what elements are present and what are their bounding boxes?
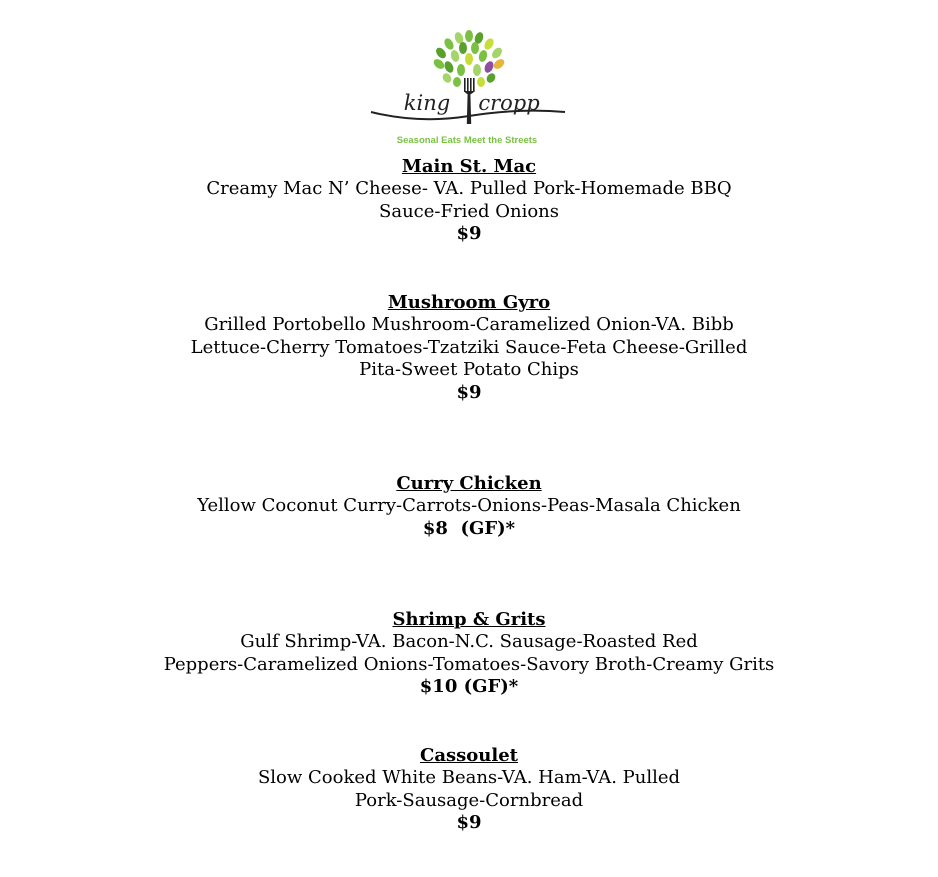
menu-item-mushroom-gyro (0, 291, 938, 404)
item-name: Cassoulet (420, 745, 518, 766)
item-description-line: Pita-Sweet Potato Chips (359, 359, 579, 380)
menu-item-curry-chicken (0, 472, 938, 540)
king-cropp-logo (369, 28, 569, 150)
item-name: Main St. Mac (401, 156, 537, 177)
item-description-line: Grilled Portobello Mushroom-Caramelized Onion-VA. Bibb (204, 314, 734, 335)
item-description-line: Gulf Shrimp-VA. Bacon-N.C. Sausage-Roasted Red (240, 631, 698, 652)
brand-left-text: king (403, 91, 451, 115)
item-name: Shrimp & Grits (392, 609, 546, 630)
menu-item-main-st-mac (0, 155, 938, 246)
item-name: Mushroom Gyro (387, 292, 551, 313)
item-description-line: Slow Cooked White Beans-VA. Ham-VA. Pulled (257, 767, 681, 788)
item-price: $9 (456, 223, 482, 244)
tree-canopy-icon (432, 30, 506, 87)
brand-right-text: cropp (478, 91, 540, 115)
item-price: $9 (456, 381, 482, 403)
tagline: Seasonal Eats Meet the Streets (396, 135, 538, 146)
item-price: $9 (456, 812, 482, 833)
item-name: Curry Chicken (396, 473, 542, 494)
item-price: $8 (GF)* (422, 517, 516, 539)
item-description-line: Sauce-Fried Onions (379, 200, 559, 222)
item-description-line: Creamy Mac N’ Cheese- VA. Pulled Pork-Homemade BBQ (206, 178, 732, 199)
item-description-line: Yellow Coconut Curry-Carrots-Onions-Peas-Masala Chicken (197, 495, 741, 516)
item-price: $10 (GF)* (419, 676, 519, 697)
item-description-line: Pork-Sausage-Cornbread (354, 789, 584, 811)
item-description-line: Peppers-Caramelized Onions-Tomatoes-Savory Broth-Creamy Grits (163, 653, 775, 675)
menu-item-shrimp-and-grits (0, 608, 938, 699)
menu-item-cassoulet (0, 744, 938, 835)
item-description-line: Lettuce-Cherry Tomatoes-Tzatziki Sauce-Feta Cheese-Grilled (190, 336, 748, 358)
